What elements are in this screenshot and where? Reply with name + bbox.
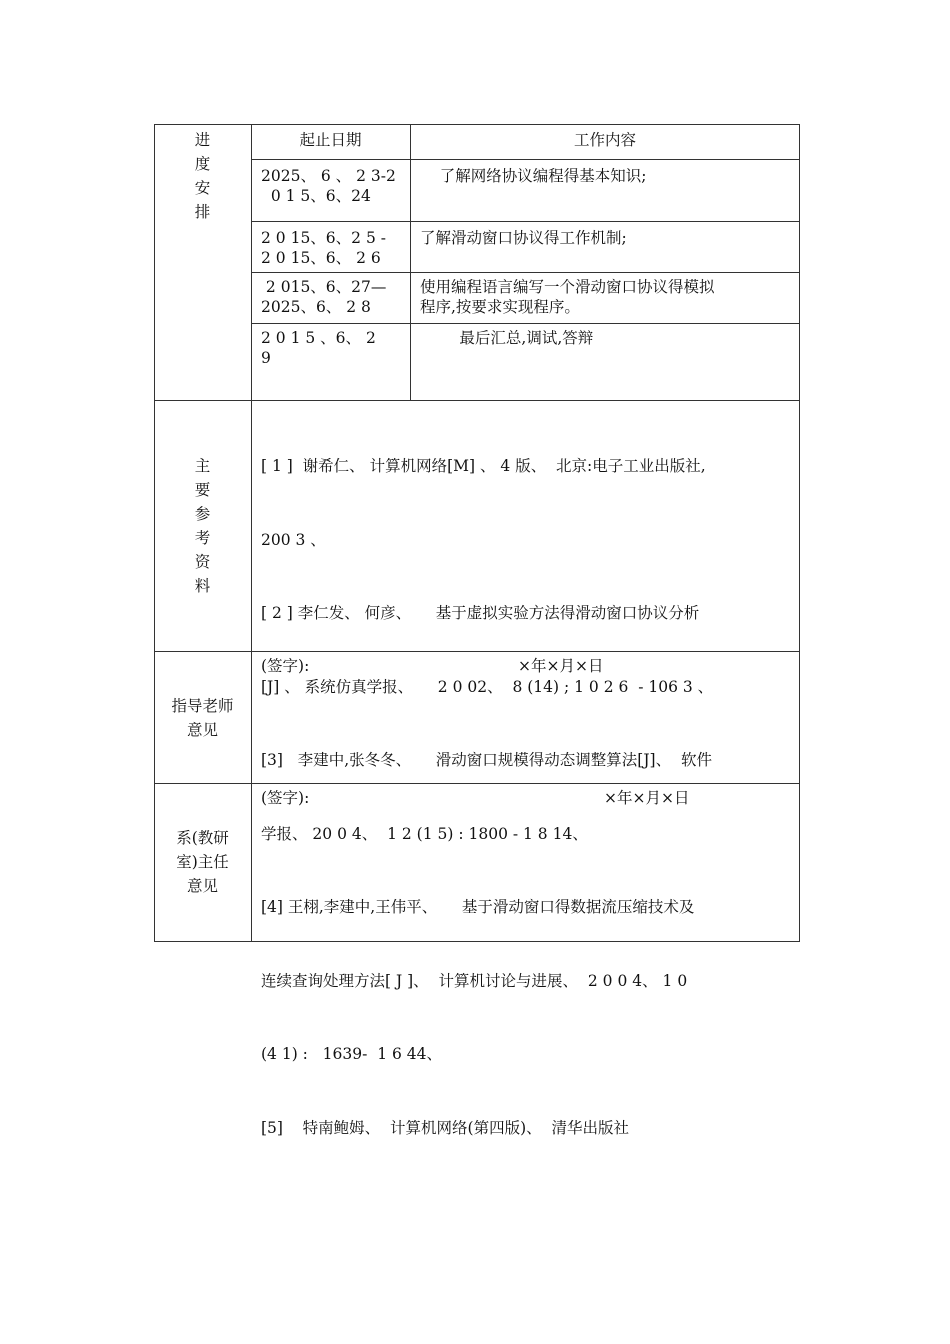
schedule-rule-1	[251, 221, 800, 222]
advisor-section-label: 指导老师 意见	[171, 697, 234, 739]
department-signature-field[interactable]: (签字):	[261, 789, 310, 807]
references-label-char: 考	[194, 529, 211, 547]
schedule-label-char: 安	[194, 179, 211, 197]
reference-line: [ 1 ] 谢希仁、 计算机网络[M] 、 4 版、 北京:电子工业出版社,	[261, 457, 706, 475]
schedule-row-1-work: 了解网络协议编程得基本知识;	[420, 167, 647, 185]
schedule-row-2-date: 2 0 15、6、2 5 - 2 0 15、6、 2 6	[261, 229, 386, 267]
schedule-row-4-date: 2 0 1 5 、6、 2 9	[261, 329, 376, 367]
references-list	[261, 405, 713, 1165]
header-work: 工作内容	[573, 131, 636, 149]
schedule-row-3-date: 2 015、6、27— 2025、6、 2 8	[261, 278, 387, 316]
schedule-row-1-date: 2025、 6 、 2 3-2 0 1 5、6、24	[261, 167, 396, 205]
schedule-row-2-work: 了解滑动窗口协议得工作机制;	[420, 229, 627, 247]
reference-line: [4] 王栩,李建中,王伟平、 基于滑动窗口得数据流压缩技术及	[261, 898, 695, 916]
table-border-right	[799, 124, 800, 942]
schedule-rule-3	[251, 323, 800, 324]
schedule-row-4-work: 最后汇总,调试,答辩	[420, 329, 594, 347]
header-dates: 起止日期	[299, 131, 362, 149]
department-section-label: 系(教研 室)主任 意见	[176, 829, 229, 895]
schedule-label-char: 排	[194, 203, 211, 221]
schedule-rule-2	[251, 272, 800, 273]
label-column-rule	[251, 124, 252, 942]
reference-line: [J] 、 系统仿真学报、 2 0 02、 8 (14) ; 1 0 2 6 - 106 3 、	[261, 677, 714, 696]
reference-line: [5] 特南鲍姆、 计算机网络(第四版)、 清华出版社	[261, 1118, 629, 1137]
reference-line: [3] 李建中,张冬冬、 滑动窗口规模得动态调整算法[J]、 软件	[261, 751, 712, 769]
references-label-char: 要	[194, 481, 211, 499]
references-section-label	[154, 454, 251, 598]
reference-line: 连续查询处理方法[ J ]、 计算机讨论与进展、 2 0 0 4、 1 0	[261, 971, 688, 990]
reference-line: 学报、 20 0 4、 1 2 (1 5) : 1800 - 1 8 14、	[261, 824, 588, 843]
schedule-label-char: 进	[194, 131, 211, 149]
schedule-row-3-work: 使用编程语言编写一个滑动窗口协议得模拟 程序,按要求实现程序。	[420, 278, 715, 316]
header-rule	[251, 159, 800, 160]
department-date-field[interactable]: ×年×月×日	[604, 789, 690, 807]
reference-line: [ 2 ] 李仁发、 何彦、 基于虚拟实验方法得滑动窗口协议分析	[261, 604, 700, 622]
references-label-char: 资	[194, 553, 211, 571]
references-label-char: 料	[194, 577, 211, 595]
date-column-rule	[410, 124, 411, 401]
references-label-char: 参	[194, 505, 211, 523]
reference-line: 200 3 、	[261, 530, 326, 549]
advisor-signature-field[interactable]: (签字):	[261, 657, 310, 675]
references-label-char: 主	[194, 457, 211, 475]
schedule-section-label	[154, 128, 251, 224]
advisor-date-field[interactable]: ×年×月×日	[518, 657, 604, 675]
schedule-label-char: 度	[194, 155, 211, 173]
reference-line: (4 1) : 1639- 1 6 44、	[261, 1045, 443, 1063]
